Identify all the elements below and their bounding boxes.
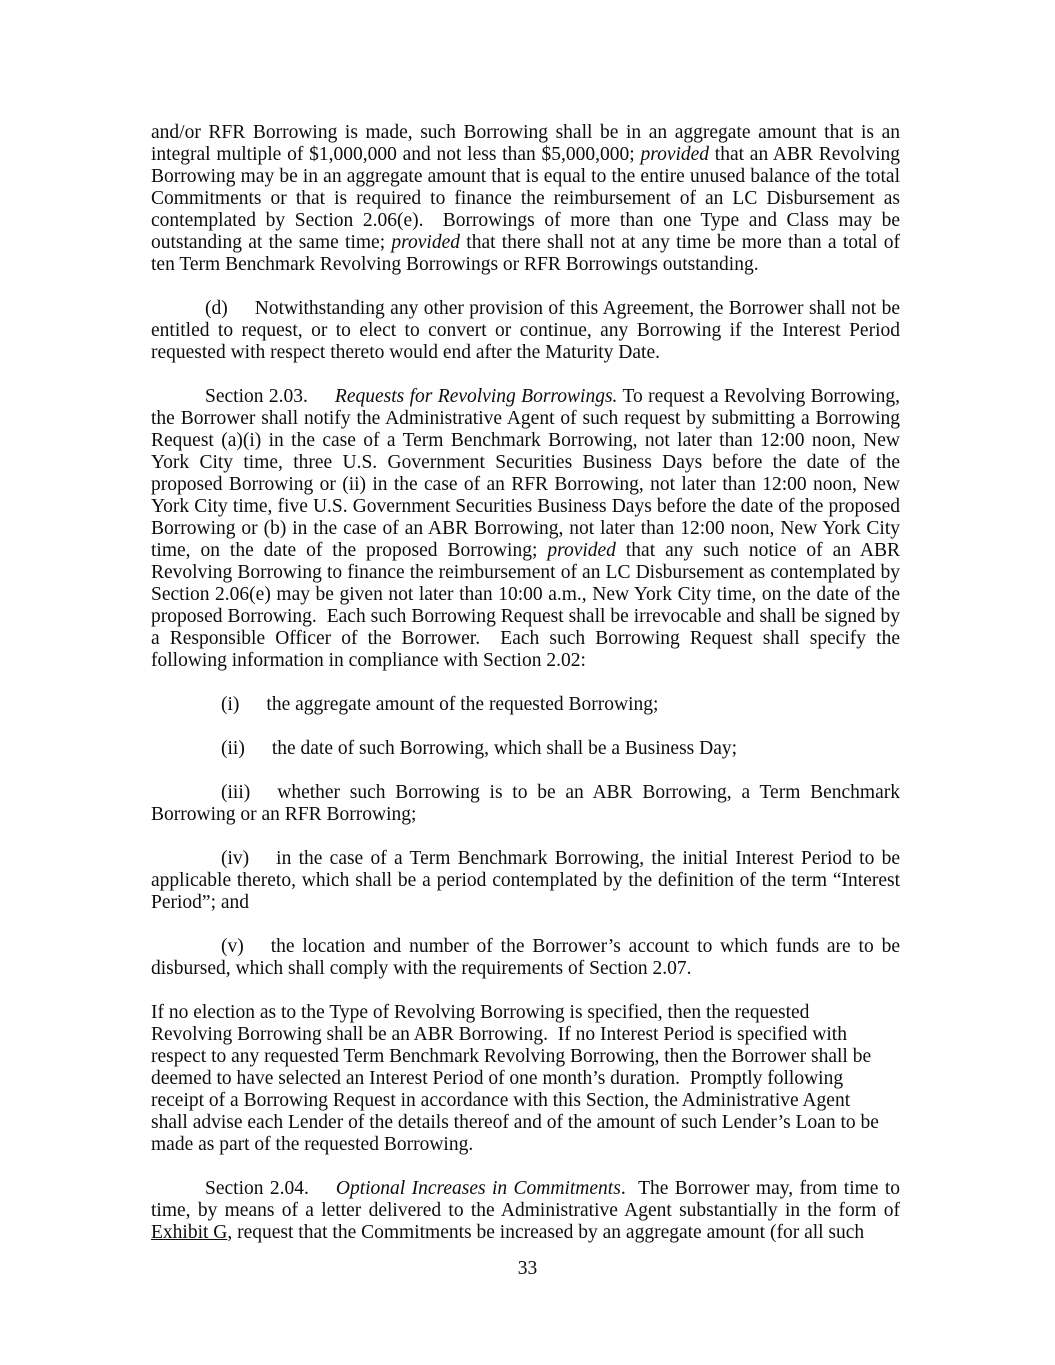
list-item [151, 848, 905, 914]
list-item [151, 738, 900, 760]
italic-run: provided [547, 540, 616, 561]
italic-run: Optional Increases in Commitments [335, 1178, 621, 1199]
paragraph [151, 386, 905, 672]
paragraph [151, 122, 905, 276]
text-run: whether such Borrowing is to be an ABR Borrowing, a Term Benchmark Borrowing or an RFR Borrowing; [151, 782, 905, 825]
text-run: (iv) [221, 848, 250, 869]
paragraph [151, 1002, 888, 1156]
italic-run: Requests for Revolving Borrowings. [334, 386, 618, 407]
text-run: the aggregate amount of the requested Borrowing; [266, 694, 659, 715]
paragraph [151, 298, 905, 364]
list-item [151, 936, 905, 980]
text-run: and/or RFR Borrowing is made, such Borrowing shall be in an aggregate amount that is an integral multiple of $1,000,000 and not less than $5,000,000; [151, 122, 905, 165]
italic-run: provided [391, 232, 460, 253]
list-item [151, 694, 900, 716]
text-run: To request a Revolving Borrowing, the Borrower shall notify the Administrative Agent of such request by submitting a Borrowing Request (a)(i) in the case of a Term Benchmark Borrowing, not later than 12:00 noon, New York City time, three U.S. Government Securities Business Days before the date of the proposed Borrowing or (ii) in the case of an RFR Borrowing, not later than 12:00 noon, New York City time, five U.S. Government Securities Business Days before the date of the proposed Borrowing or (b) in the case of an ABR Borrowing, not later than 12:00 noon, New York City time, on the date of the proposed Borrowing; [151, 386, 905, 561]
paragraph [151, 1178, 905, 1244]
underline-run: Exhibit G [151, 1222, 228, 1243]
text-run: (ii) [221, 738, 245, 759]
text-run: (iii) [221, 782, 251, 803]
document-content [151, 122, 905, 1244]
text-run: Notwithstanding any other provision of this Agreement, the Borrower shall not be entitled to request, or to elect to convert or continue, any Borrowing if the Interest Period requested with respect thereto would end after the Maturity Date. [151, 298, 905, 363]
text-run: in the case of a Term Benchmark Borrowing, the initial Interest Period to be applicable thereto, which shall be a period contemplated by the definition of the term “Interest Period”; and [151, 848, 905, 913]
text-run: (i) [221, 694, 240, 715]
italic-run: provided [640, 144, 710, 165]
text-run: that an ABR Revolving Borrowing may be in an aggregate amount that is equal to the entire unused balance of the total Commitments or that is required to finance the reimbursement of an LC Disbursement as contemplated by Section 2.06(e). Borrowings of more than one Type and Class may be outstanding at the same time; [151, 144, 905, 253]
text-run: Section 2.04. [205, 1178, 309, 1199]
text-run: the date of such Borrowing, which shall be a Business Day; [271, 738, 738, 759]
list-item [151, 782, 905, 826]
text-run: the location and number of the Borrower’s account to which funds are to be disbursed, which shall comply with the requirements of Section 2.07. [151, 936, 905, 979]
page-number: 33 [517, 1258, 538, 1279]
text-run: (d) [205, 298, 228, 319]
text-run: , request that the Commitments be increased by an aggregate amount (for all such [227, 1222, 865, 1243]
text-run: If no election as to the Type of Revolving Borrowing is specified, then the requested Revolving Borrowing shall be an ABR Borrowing. If no Interest Period is specified with respect to any requested Term Benchmark Revolving Borrowing, then the Borrower shall be deemed to have selected an Interest Period of one month’s duration. Promptly following receipt of a Borrowing Request in accordance with this Section, the Administrative Agent shall advise each Lender of the details thereof and of the amount of such Lender’s Loan to be made as part of the requested Borrowing. [151, 1002, 884, 1155]
text-run: (v) [221, 936, 244, 957]
text-run: that there shall not at any time be more than a total of ten Term Benchmark Revolving Borrowings or RFR Borrowings outstanding. [151, 232, 905, 275]
text-run: that any such notice of an ABR Revolving Borrowing to finance the reimbursement of an LC Disbursement as contemplated by Section 2.06(e) may be given not later than 10:00 a.m., New York City time, on the date of the proposed Borrowing. Each such Borrowing Request shall be irrevocable and shall be signed by a Responsible Officer of the Borrower. Each such Borrowing Request shall specify the following information in compliance with Section 2.02: [151, 540, 905, 671]
text-run: . The Borrower may, from time to time, by means of a letter delivered to the Administrative Agent substantially in the form of [151, 1178, 905, 1221]
text-run: Section 2.03. [205, 386, 308, 407]
